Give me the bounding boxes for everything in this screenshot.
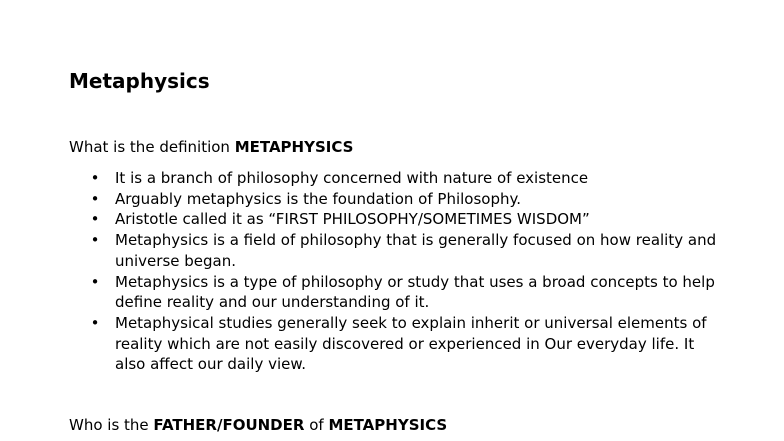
definition-bullet-list (89, 168, 729, 375)
list-item-text: It is a branch of philosophy concerned with nature of existence (115, 169, 589, 187)
founder-question-subject: METAPHYSICS (328, 416, 448, 434)
founder-question-keyword: FATHER/FOUNDER (153, 416, 305, 434)
definition-question-text: What is the definition (69, 138, 235, 156)
list-item (89, 209, 729, 230)
bullet-icon: • (90, 313, 100, 332)
bullet-icon: • (90, 210, 100, 229)
list-item (89, 313, 729, 375)
bullet-icon: • (90, 272, 100, 291)
list-item (89, 189, 729, 210)
founder-question-text: Who is the (69, 416, 154, 434)
list-item (89, 168, 729, 189)
founder-question-connector: of (304, 416, 329, 434)
list-item-text: Metaphysics is a type of philosophy or study that uses a broad concepts to help define reality and our understanding of it. (115, 272, 715, 312)
list-item (89, 272, 729, 313)
bullet-icon: • (90, 169, 100, 187)
definition-question-keyword: METAPHYSICS (234, 138, 354, 156)
definition-question (69, 137, 353, 157)
bullet-icon: • (90, 189, 100, 208)
list-item-text: Aristotle called it as “FIRST PHILOSOPHY/SOMETIMES WISDOM” (115, 210, 590, 229)
founder-question (69, 415, 447, 435)
list-item-text: Metaphysical studies generally seek to explain inherit or universal elements of reality which are not easily discovered or experienced in Our everyday life. It also affect our daily view. (115, 313, 707, 374)
list-item-text: Arguably metaphysics is the foundation of Philosophy. (115, 189, 521, 208)
list-item-text: Metaphysics is a field of philosophy that is generally focused on how reality and universe began. (115, 231, 717, 270)
bullet-icon: • (90, 231, 100, 250)
list-item (89, 230, 729, 271)
slide-title: Metaphysics (69, 69, 210, 93)
